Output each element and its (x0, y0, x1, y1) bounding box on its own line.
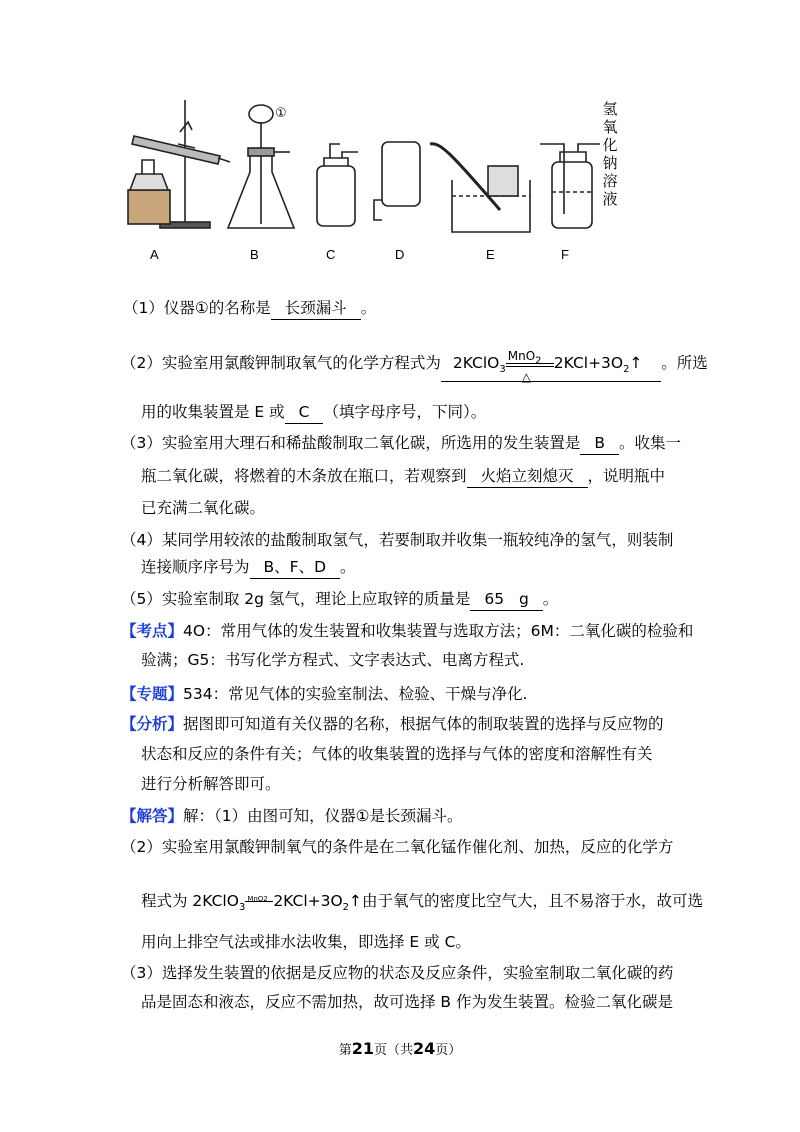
jieda-p3-line1: （3）选择发生装置的依据是反应物的状态及反应条件，实验室制取二氧化碳的药 (121, 964, 674, 982)
kaodian-tag: 【考点】 (121, 622, 184, 640)
fenxi-line2: 状态和反应的条件有关；气体的收集装置的选择与气体的密度和溶解性有关 (141, 745, 653, 763)
answer-3b: 火焰立刻熄灭 (467, 465, 588, 488)
label-c: C (326, 247, 336, 262)
question-3-line2: 瓶二氧化碳，将燃着的木条放在瓶口，若观察到 火焰立刻熄灭 ，说明瓶中 (141, 465, 665, 488)
question-4-line2: 连接顺序序号为 B、F、D 。 (141, 556, 356, 579)
label-a: A (150, 247, 159, 262)
label-b: B (250, 247, 259, 262)
jieda-tag: 【解答】 (121, 807, 184, 825)
apparatus-figure (120, 92, 640, 272)
page-footer: 第21页（共24页） (338, 1039, 462, 1058)
fenxi-line3: 进行分析解答即可。 (141, 775, 281, 793)
answer-3a: B (580, 432, 619, 455)
jieda-line1: 【解答】解：（1）由图可知，仪器①是长颈漏斗。 (121, 807, 463, 825)
answer-4: B、F、D (250, 556, 341, 579)
question-1: （1）仪器①的名称是 长颈漏斗 。 (123, 297, 376, 320)
equation-answer: 2KClO$_3$ MnO$_2$ △ $2KCl+3O_2↑$ (441, 352, 661, 382)
page-number: 21 (351, 1039, 374, 1058)
question-4-line1: （4）某同学用较浓的盐酸制取氢气，若要制取并收集一瓶较纯净的氢气，则装制 (121, 531, 674, 549)
question-2-line1: （2）实验室用氯酸钾制取氧气的化学方程式为 2KClO$_3$ MnO$_2$ △ $2KCl+3O_2↑$ 。所选 (121, 348, 708, 384)
question-2-line2: 用的收集装置是 E 或 C （填字母序号，下同）。 (141, 401, 486, 424)
total-pages: 24 (413, 1039, 436, 1058)
jieda-p2-line3: 用向上排空气法或排水法收集，即选择 E 或 C。 (141, 933, 471, 951)
kaodian-line2: 验满；G5：书写化学方程式、文字表达式、电离方程式. (141, 651, 525, 669)
apparatus-drawing (120, 92, 640, 242)
answer-1: 长颈漏斗 (271, 297, 361, 320)
jieda-p2-line1: （2）实验室用氯酸钾制氧气的条件是在二氧化锰作催化剂、加热，反应的化学方 (121, 838, 674, 856)
question-3-line1: （3）实验室用大理石和稀盐酸制取二氧化碳，所选用的发生装置是 B 。收集一 (121, 432, 681, 455)
answer-2: C (285, 401, 324, 424)
answer-5: 65 g (470, 588, 542, 611)
kaodian-line1: 【考点】4O：常用气体的发生装置和收集装置与选取方法；6M：二氧化碳的检验和 (121, 622, 694, 640)
fenxi-line1: 【分析】据图即可知道有关仪器的名称，根据气体的制取装置的选择与反应物的 (121, 715, 664, 733)
funnel-marker: ① (275, 106, 287, 121)
jieda-p3-line2: 品是固态和液态，反应不需加热，故可选择 B 作为发生装置。检验二氧化碳是 (141, 993, 673, 1011)
fenxi-tag: 【分析】 (121, 715, 184, 733)
jieda-p2-line2: 程式为 2KClO$_3$ MnO2 $2KCl+3O_2↑$由于氧气的密度比空气大，且不易溶于水，故可选 (141, 892, 704, 914)
label-f: F (561, 247, 569, 262)
label-e: E (486, 247, 495, 262)
question-3-line3: 已充满二氧化碳。 (141, 499, 266, 517)
label-d: D (395, 247, 405, 262)
naoh-label: 氢 氧 化 钠 溶 液 (602, 100, 618, 208)
zhuanti-tag: 【专题】 (121, 685, 184, 703)
question-5: （5）实验室制取 2g 氢气，理论上应取锌的质量是 65 g 。 (121, 588, 558, 611)
zhuanti: 【专题】534：常见气体的实验室制法、检验、干燥与净化. (121, 685, 528, 703)
